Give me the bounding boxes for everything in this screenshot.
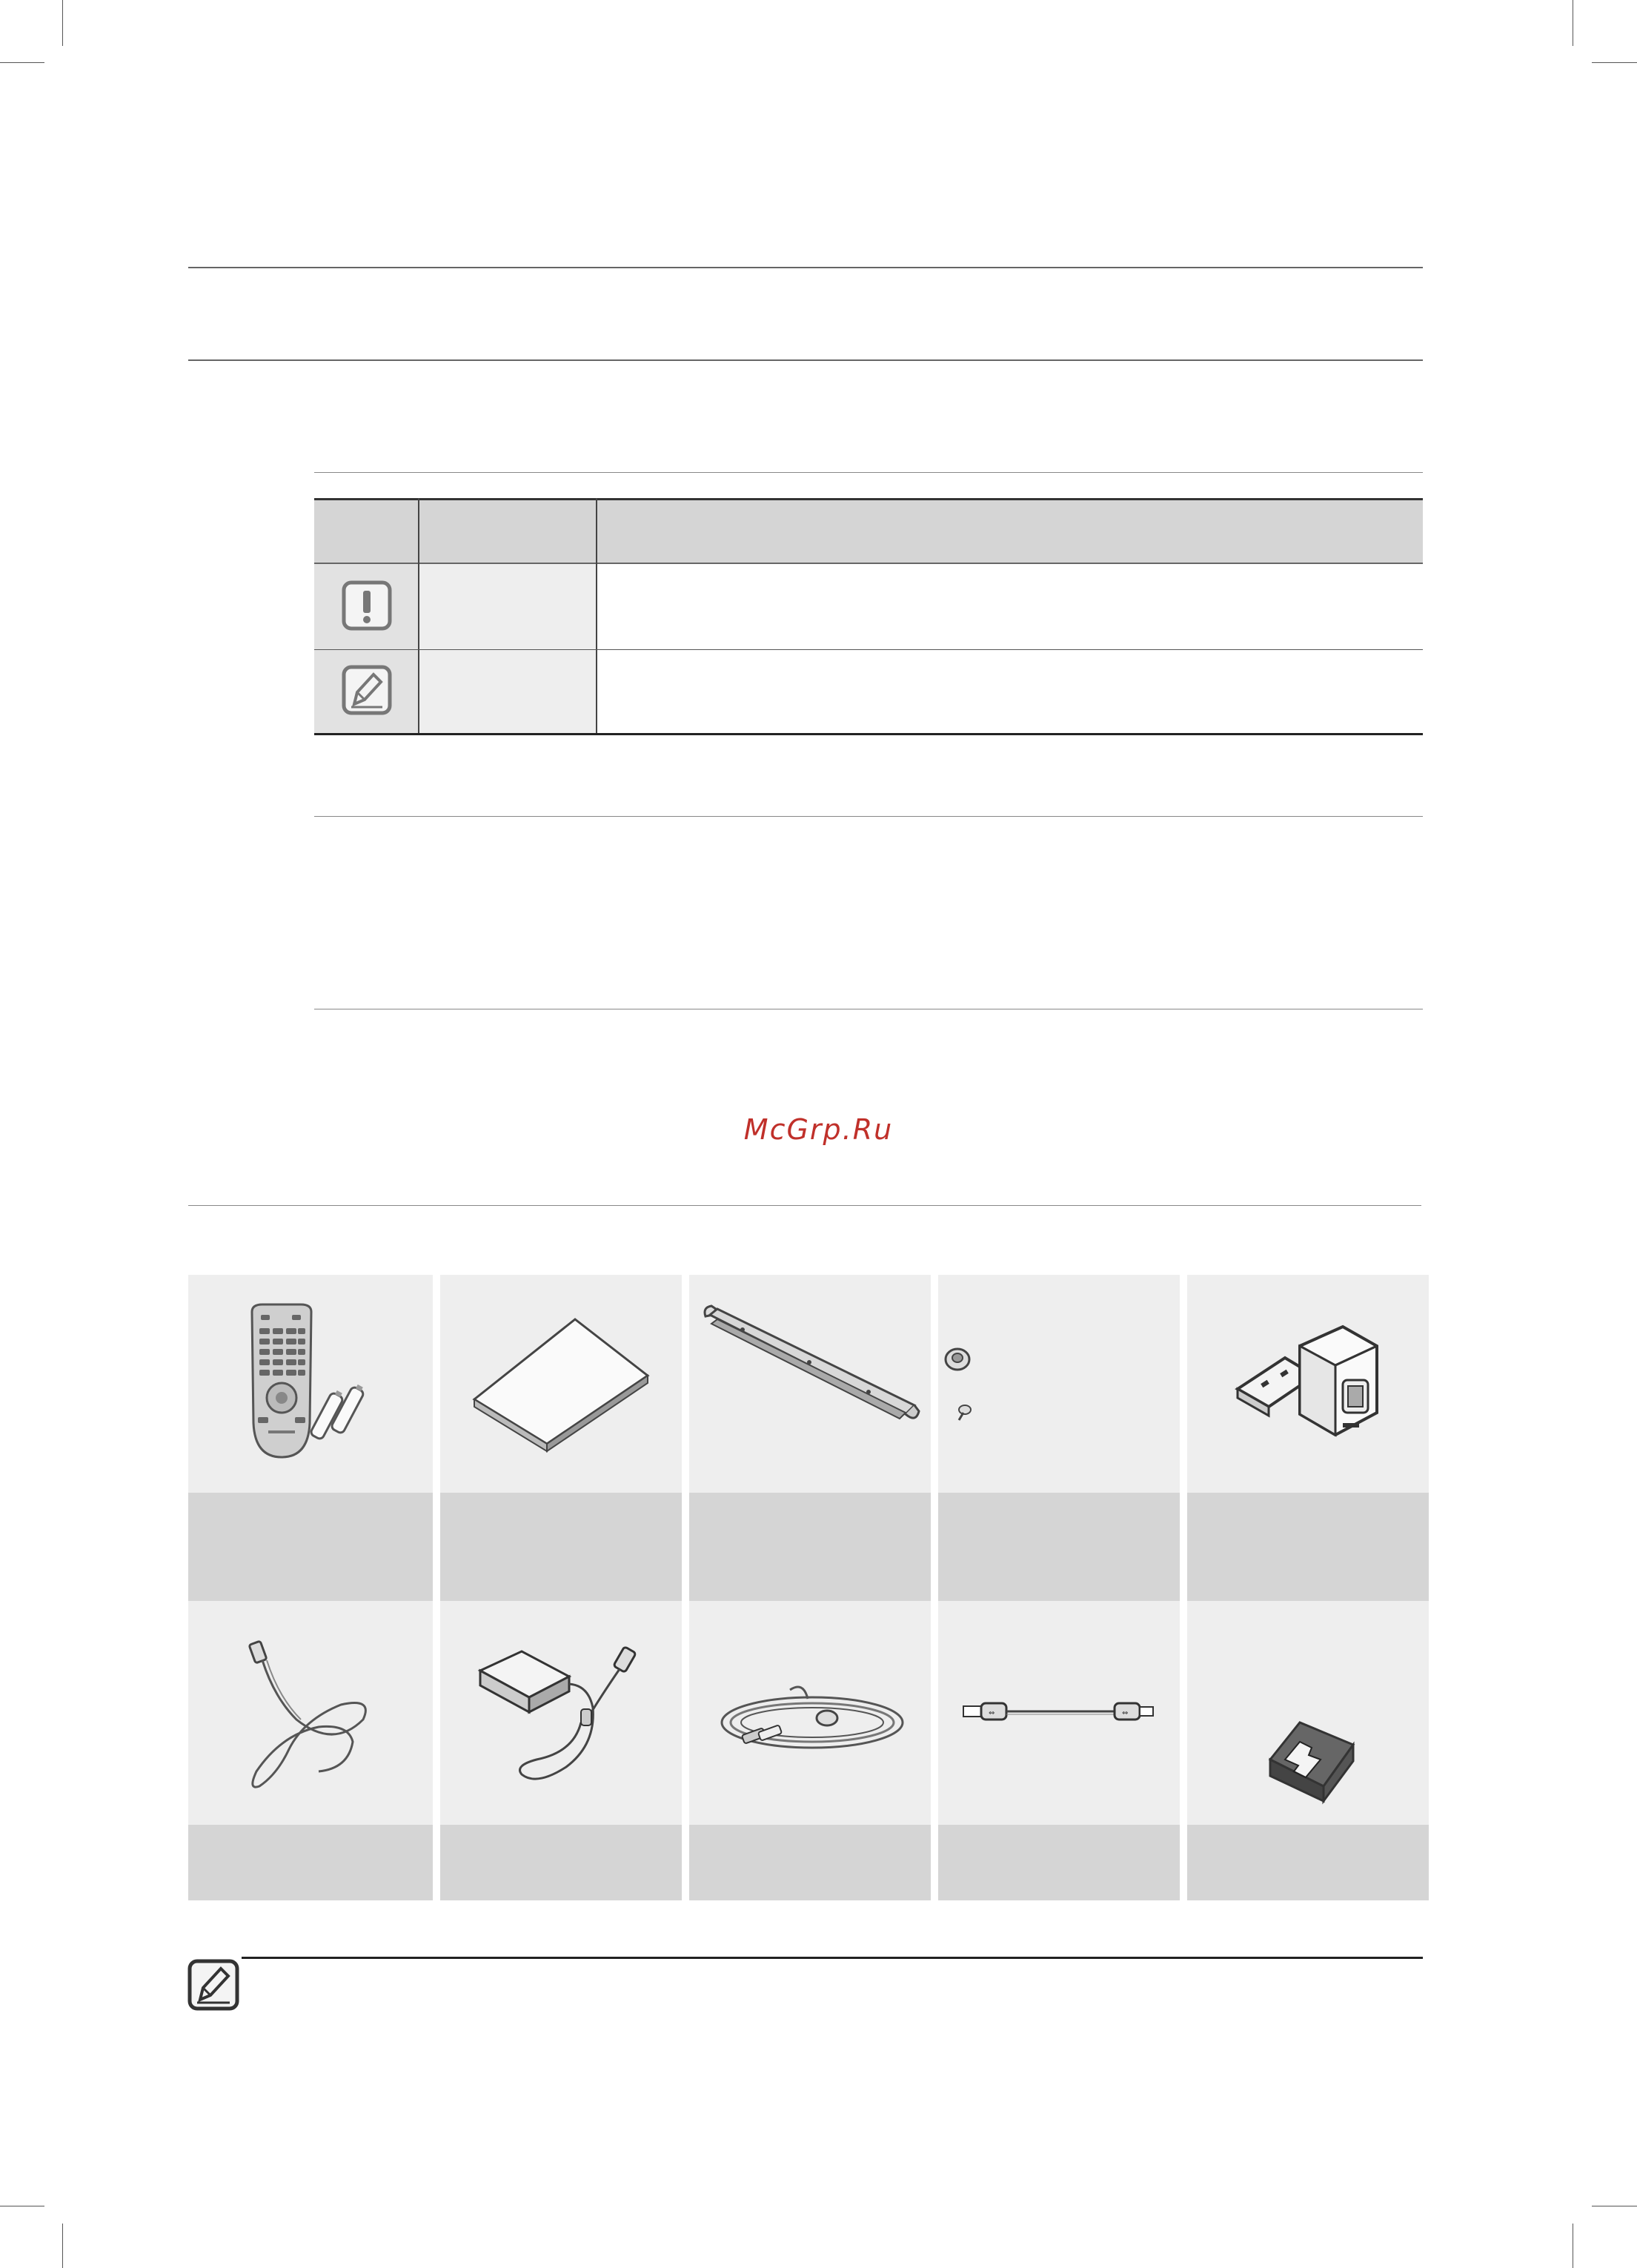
section-rule — [314, 816, 1423, 817]
accessory-label — [440, 1825, 682, 1900]
section-rule — [188, 267, 1423, 268]
accessory-label — [1187, 1825, 1429, 1900]
crop-mark — [62, 0, 63, 46]
pencil-note-icon — [187, 1958, 240, 2012]
accessory-label — [188, 1825, 433, 1900]
table-row-rule — [314, 649, 1423, 650]
ac-adapter-icon — [477, 1641, 655, 1797]
wireless-adapter-icon — [1232, 1324, 1387, 1450]
accessory-label — [188, 1493, 433, 1601]
crop-mark — [1592, 62, 1637, 63]
svg-text:⇔: ⇔ — [1122, 1709, 1129, 1717]
accessory-label — [938, 1493, 1180, 1601]
section-rule — [188, 359, 1423, 361]
note-rule — [242, 1957, 1423, 1959]
crop-mark — [62, 2224, 63, 2268]
table-header-row — [314, 498, 1423, 564]
crop-mark — [0, 62, 44, 63]
accessory-label — [938, 1825, 1180, 1900]
usb-cable-icon — [962, 1697, 1162, 1727]
user-manual-icon — [471, 1316, 657, 1450]
accessory-label — [689, 1493, 931, 1601]
table-top-rule — [314, 472, 1423, 473]
remote-control-icon — [245, 1304, 400, 1460]
pencil-note-icon — [341, 664, 393, 716]
table-bottom-rule — [314, 733, 1423, 735]
svg-text:⇔: ⇔ — [989, 1709, 995, 1717]
watermark-text: McGrp.Ru — [743, 1113, 894, 1146]
accessory-label — [1187, 1493, 1429, 1601]
screws-icon — [941, 1342, 1000, 1423]
accessory-label — [440, 1493, 682, 1601]
wall-bracket-icon — [698, 1302, 920, 1428]
section-rule — [188, 1205, 1421, 1206]
accessory-label — [689, 1825, 931, 1900]
exclamation-icon — [341, 580, 393, 631]
fm-antenna-icon — [237, 1638, 385, 1794]
audio-cable-icon — [716, 1680, 909, 1761]
column-divider — [596, 498, 597, 735]
column-divider — [418, 498, 419, 735]
ferrite-core-icon — [1260, 1712, 1364, 1808]
